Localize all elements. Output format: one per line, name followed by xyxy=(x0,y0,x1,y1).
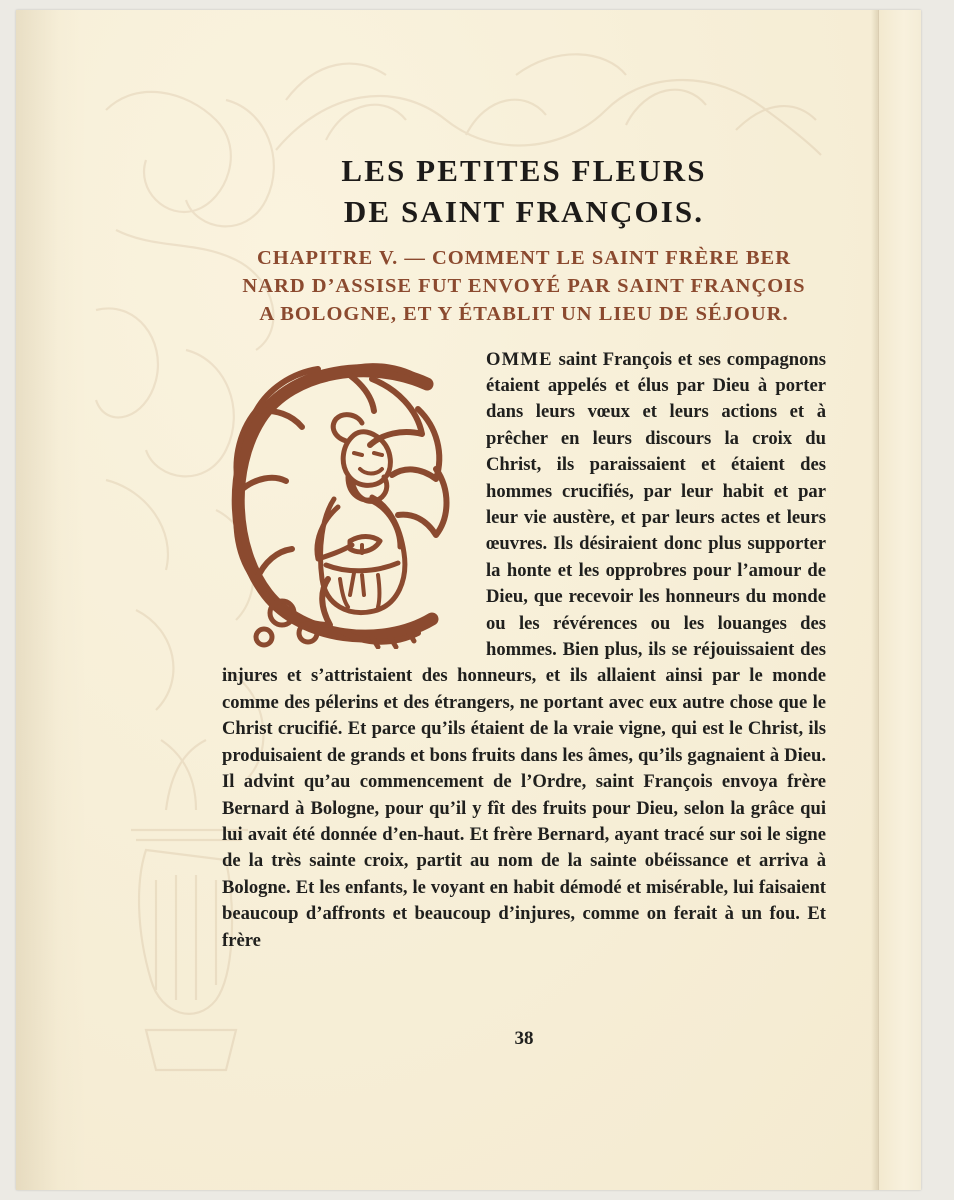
paper-sheet xyxy=(16,10,921,1190)
page-title xyxy=(222,150,826,232)
text-block xyxy=(222,150,826,973)
opening-words: OMME xyxy=(486,348,553,370)
chapter-line-3: A BOLOGNE, ET Y ÉTABLIT UN LIEU DE SÉJOUR. xyxy=(259,303,789,325)
left-page-edge-shadow xyxy=(16,10,86,1190)
body-text-area xyxy=(222,347,826,954)
chapter-heading xyxy=(222,244,826,328)
chapter-line-2: NARD D’ASSISE FUT ENVOYÉ PAR SAINT FRANÇOIS xyxy=(242,275,806,297)
title-line-1: LES PETITES FLEURS xyxy=(341,153,707,188)
body-paragraph-text: saint François et ses compagnons étaient appelés et élus par Dieu à porter dans leurs vœux et leurs actions et à prêcher en leurs discours la croix du Christ, ils paraissaient et étaient des hommes crucifiés, par leur habit et par leur vie austère, et par leurs actes et leurs œuvres. Ils désiraient donc plus supporter la honte et les opprobres pour l’amour de Dieu, que recevoir les honneurs du monde ou les révérences ou les louanges des hommes. Bien plus, ils se réjouissaient des injures et s’attristaient des honneurs, et ils allaient ainsi par le monde comme des pélerins et des étrangers, ne portant avec eux autre chose que le Christ crucifié. Et parce qu’ils étaient de la vraie vigne, qui est le Christ, ils produisaient de grands et bons fruits dans les âmes, qu’ils gagnaient à Dieu. Il advint qu’au commencement de l’Ordre, saint François envoya frère Bernard à Bologne, pour qu’il y fît des fruits pour Dieu, selon la grâce qui lui avait été donnée d’en-haut. Et frère Bernard, ayant tracé sur soi le signe de la très sainte croix, partit au nom de la sainte obéissance et arriva à Bologne. Et les enfants, le voyant en habit démodé et misérable, lui faisaient beaucoup d’affronts et beaucoup d’injures, comme on ferait à un fou. Et frère xyxy=(222,348,826,951)
decorated-initial-C-icon xyxy=(222,349,472,649)
chapter-line-1: CHAPITRE V. — COMMENT LE SAINT FRÈRE BER xyxy=(257,247,791,269)
facing-page-edge xyxy=(878,10,921,1190)
title-line-2: DE SAINT FRANÇOIS. xyxy=(343,194,705,229)
page-number: 38 xyxy=(514,1028,534,1049)
